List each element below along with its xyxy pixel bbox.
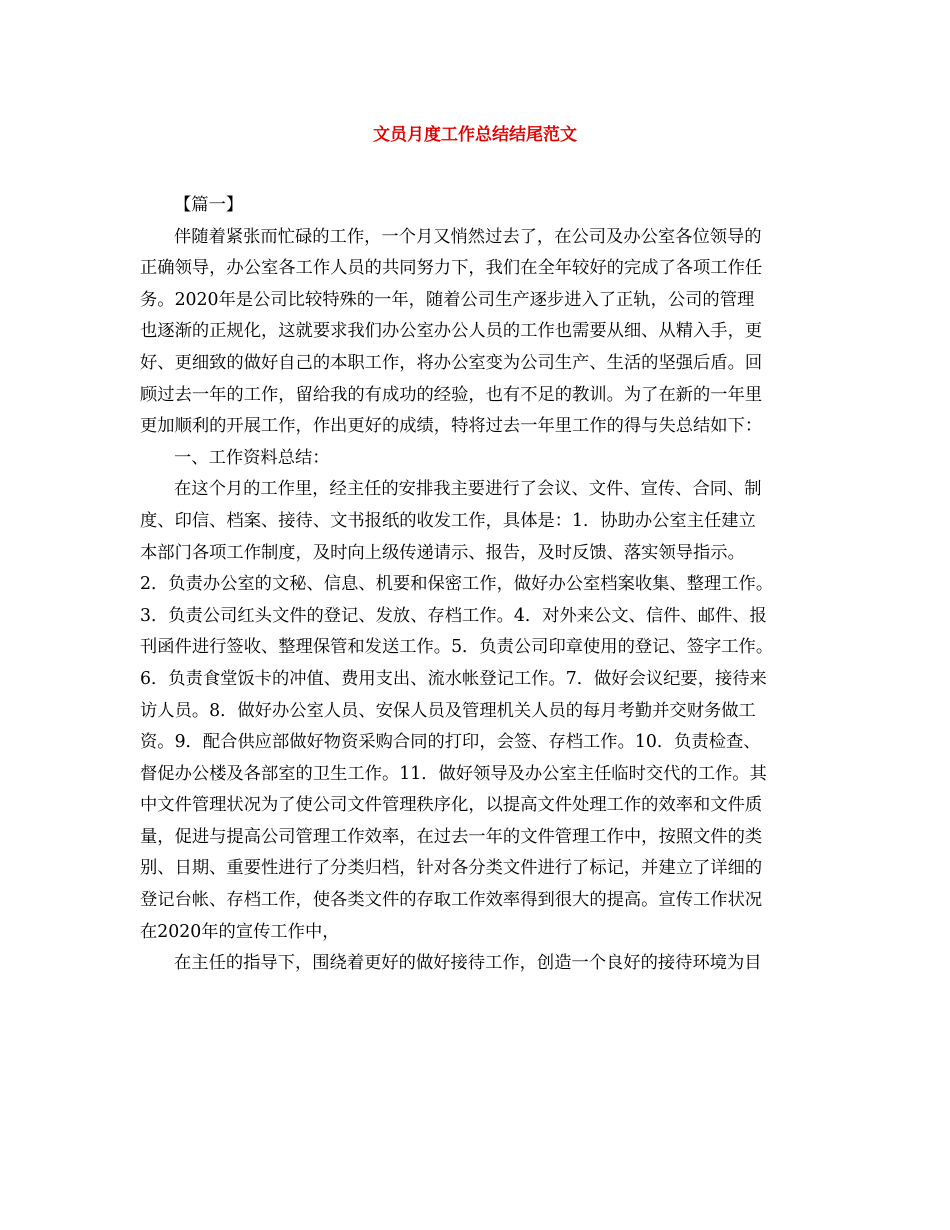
paragraph-line: 伴随着紧张而忙碌的工作，一个月又悄然过去了，在公司及办公室各位领导的 bbox=[174, 226, 762, 247]
paragraph-line: 2．负责办公室的文秘、信息、机要和保密工作，做好办公室档案收集、整理工作。 bbox=[140, 574, 774, 595]
document-title: 文员月度工作总结结尾范文 bbox=[373, 125, 577, 145]
paragraph-line: 顾过去一年的工作，留给我的有成功的经验，也有不足的教训。为了在新的一年里 bbox=[140, 384, 763, 405]
paragraph-line: 中文件管理状况为了使公司文件管理秩序化，以提高文件处理工作的效率和文件质 bbox=[140, 795, 763, 816]
paragraph-line: 登记台帐、存档工作，使各类文件的存取工作效率得到很大的提高。宣传工作状况 bbox=[140, 890, 763, 911]
paragraph-line: 度、印信、档案、接待、文书报纸的收发工作，具体是：1．协助办公室主任建立 bbox=[140, 510, 756, 531]
paragraph-line: 刊函件进行签收、整理保管和发送工作。5．负责公司印章使用的登记、签字工作。 bbox=[140, 637, 774, 658]
paragraph-line: 量，促进与提高公司管理工作效率，在过去一年的文件管理工作中，按照文件的类 bbox=[140, 826, 763, 847]
paragraph-line: 督促办公楼及各部室的卫生工作。11．做好领导及办公室主任临时交代的工作。其 bbox=[140, 763, 767, 784]
paragraph-line: 资。9．配合供应部做好物资采购合同的打印，会签、存档工作。10．负责检查、 bbox=[140, 732, 761, 753]
paragraph-line: 在2020年的宣传工作中， bbox=[140, 921, 340, 942]
paragraph-line: 访人员。8．做好办公室人员、安保人员及管理机关人员的每月考勤并交财务做工 bbox=[140, 700, 756, 721]
paragraph-line: 正确领导，办公室各工作人员的共同努力下，我们在全年较好的完成了各项工作任 bbox=[140, 258, 763, 279]
paragraph-line: 本部门各项工作制度，及时向上级传递请示、报告，及时反馈、落实领导指示。 bbox=[140, 542, 745, 563]
paragraph-line: 6．负责食堂饭卡的冲值、费用支出、流水帐登记工作。7．做好会议纪要，接待来 bbox=[140, 668, 767, 689]
section-heading: 【篇一】 bbox=[174, 195, 244, 215]
paragraph-line: 也逐渐的正规化，这就要求我们办公室办公人员的工作也需要从细、从精入手，更 bbox=[140, 321, 763, 342]
paragraph-line: 好、更细致的做好自己的本职工作，将办公室变为公司生产、生活的坚强后盾。回 bbox=[140, 352, 763, 373]
paragraph-line: 在这个月的工作里，经主任的安排我主要进行了会议、文件、宣传、合同、制 bbox=[174, 479, 762, 500]
document-body bbox=[140, 190, 820, 980]
paragraph-line: 3．负责公司红头文件的登记、发放、存档工作。4．对外来公文、信件、邮件、报 bbox=[140, 605, 767, 626]
subsection-heading: 一、工作资料总结： bbox=[174, 447, 330, 468]
paragraph-line: 别、日期、重要性进行了分类归档，针对各分类文件进行了标记，并建立了详细的 bbox=[140, 858, 763, 879]
paragraph-line: 更加顺利的开展工作，作出更好的成绩，特将过去一年里工作的得与失总结如下： bbox=[140, 416, 763, 437]
paragraph-line: 务。2020年是公司比较特殊的一年，随着公司生产逐步进入了正轨，公司的管理 bbox=[140, 289, 755, 310]
paragraph-line: 在主任的指导下，围绕着更好的做好接待工作，创造一个良好的接待环境为目 bbox=[174, 953, 762, 974]
